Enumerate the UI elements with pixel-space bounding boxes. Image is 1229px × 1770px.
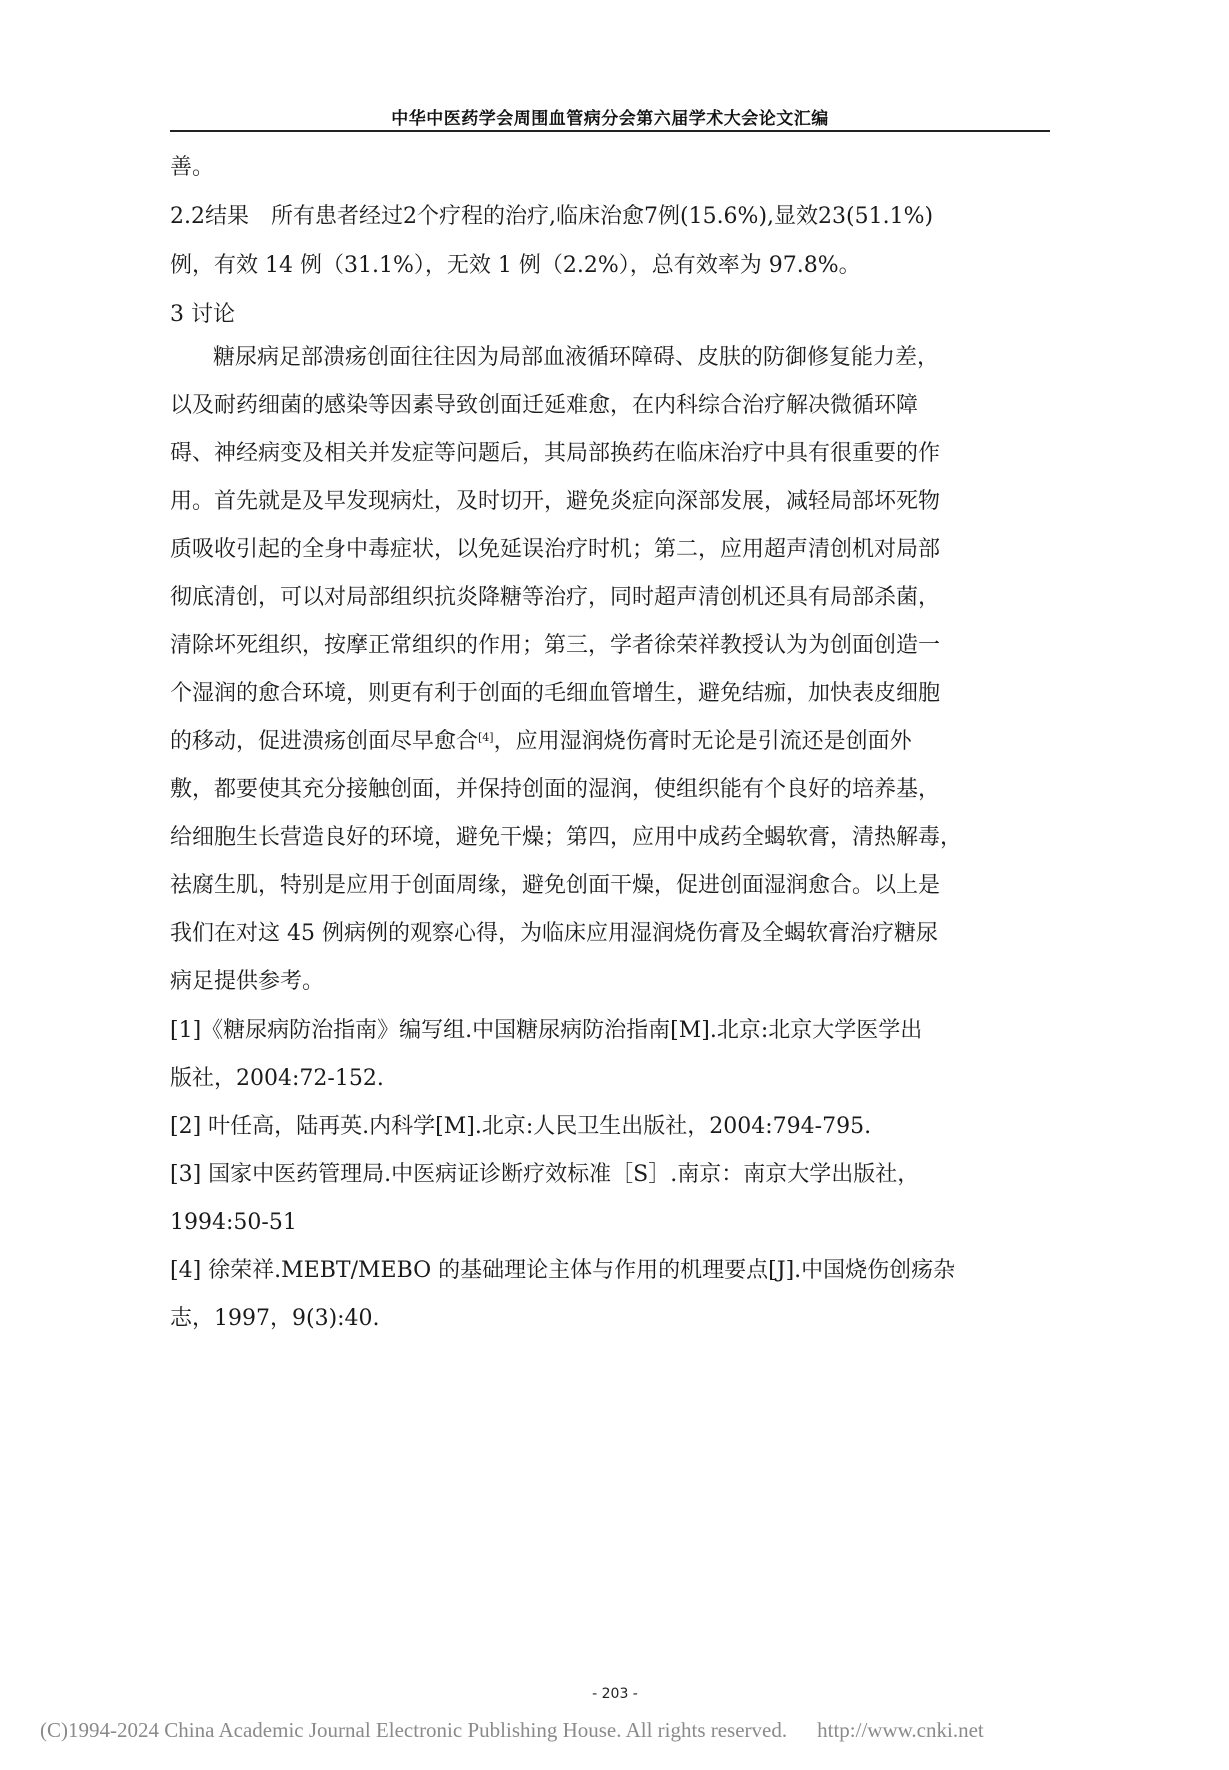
paragraph-line: 用。首先就是及早发现病灶，及时切开，避免炎症向深部发展，减轻局部坏死物 — [170, 489, 941, 514]
paragraph-line: 糖尿病足部溃疡创面往往因为局部血液循环障碍、皮肤的防御修复能力差， — [213, 345, 940, 370]
discussion-heading: 3 讨论 — [170, 302, 235, 327]
paragraph-line: 质吸收引起的全身中毒症状，以免延误治疗时机；第二，应用超声清创机对局部 — [170, 537, 941, 562]
result-line-2: 例，有效 14 例（31.1%），无效 1 例（2.2%），总有效率为 97.8%。 — [170, 253, 861, 278]
paragraph-line: 祛腐生肌，特别是应用于创面周缘，避免创面干燥，促进创面湿润愈合。以上是 — [170, 873, 941, 898]
copyright-footer — [40, 1718, 1050, 1743]
reference-3-cont: 1994:50-51 — [170, 1210, 297, 1235]
reference-3: [3] 国家中医药管理局.中医病证诊断疗效标准［S］.南京：南京大学出版社， — [170, 1162, 920, 1187]
paragraph-line: 敷，都要使其充分接触创面，并保持创面的湿润，使组织能有个良好的培养基， — [170, 777, 941, 802]
result-text: 所有患者经过2个疗程的治疗,临床治愈7例(15.6%),显效23(51.1%) — [271, 204, 934, 229]
copyright-text: (C)1994-2024 China Academic Journal Electronic Publishing House. All rights reserved. — [40, 1718, 788, 1742]
paragraph-text: 的移动，促进溃疡创面尽早愈合 — [170, 729, 479, 754]
result-line-1 — [170, 204, 1050, 230]
paragraph-line: 给细胞生长营造良好的环境，避免干燥；第四，应用中成药全蝎软膏，清热解毒， — [170, 825, 963, 850]
page-number: - 203 - — [592, 1686, 638, 1702]
paragraph-line: 碍、神经病变及相关并发症等问题后，其局部换药在临床治疗中具有很重要的作 — [170, 441, 941, 466]
reference-2: [2] 叶任高，陆再英.内科学[M].北京:人民卫生出版社，2004:794-795. — [170, 1114, 872, 1139]
running-header: 中华中医药学会周围血管病分会第六届学术大会论文汇编 — [391, 109, 829, 129]
citation-superscript: [4] — [478, 731, 494, 744]
paragraph-line: 我们在对这 45 例病例的观察心得，为临床应用湿润烧伤膏及全蝎软膏治疗糖尿 — [170, 921, 938, 946]
reference-1-cont: 版社，2004:72-152. — [170, 1066, 384, 1091]
paragraph-line: 以及耐药细菌的感染等因素导致创面迁延难愈，在内科综合治疗解决微循环障 — [170, 393, 919, 418]
paragraph-line: 彻底清创，可以对局部组织抗炎降糖等治疗，同时超声清创机还具有局部杀菌， — [170, 585, 941, 610]
header-rule — [170, 130, 1050, 132]
footer-url[interactable]: http://www.cnki.net — [817, 1718, 984, 1742]
result-heading: 2.2结果 — [170, 204, 249, 229]
reference-4: [4] 徐荣祥.MEBT/MEBO 的基础理论主体与作用的机理要点[J].中国烧伤创疡杂 — [170, 1258, 956, 1283]
paragraph-line: 病足提供参考。 — [170, 969, 325, 994]
paragraph-line — [170, 729, 912, 755]
paragraph-text: ，应用湿润烧伤膏时无论是引流还是创面外 — [493, 729, 912, 754]
body-line-1: 善。 — [170, 155, 215, 180]
paragraph-line: 清除坏死组织，按摩正常组织的作用；第三，学者徐荣祥教授认为为创面创造一 — [170, 633, 941, 658]
reference-4-cont: 志，1997，9(3):40. — [170, 1306, 380, 1331]
reference-1: [1]《糖尿病防治指南》编写组.中国糖尿病防治指南[M].北京:北京大学医学出 — [170, 1018, 923, 1043]
paragraph-line: 个湿润的愈合环境，则更有利于创面的毛细血管增生，避免结痂，加快表皮细胞 — [170, 681, 941, 706]
